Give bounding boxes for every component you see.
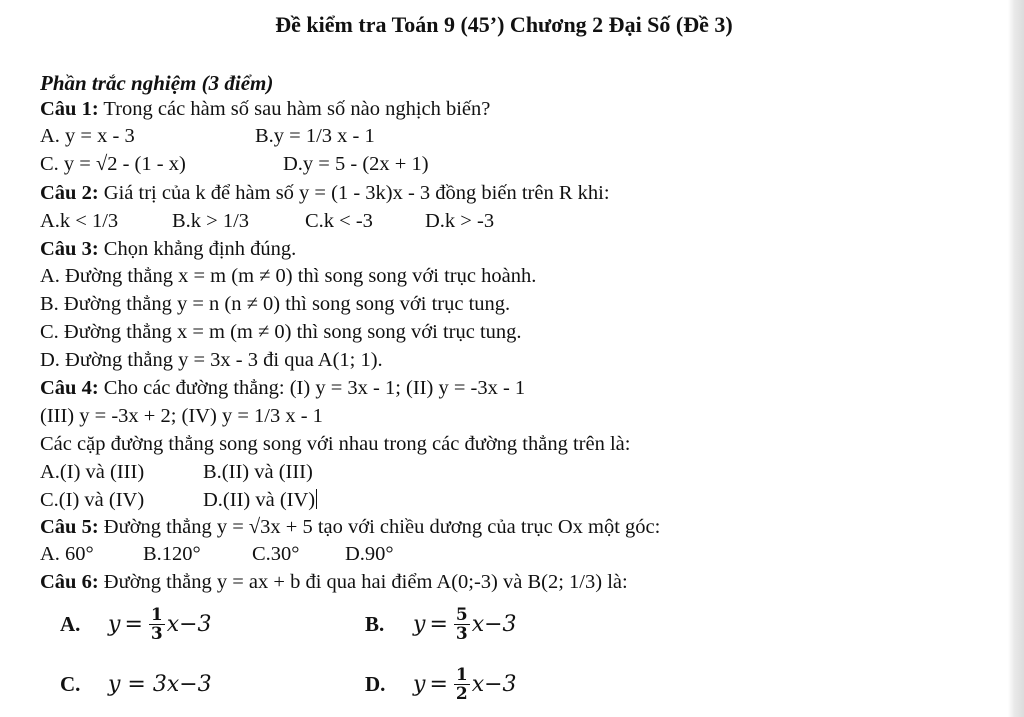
q5-option-a: A. 60° bbox=[40, 543, 94, 565]
q3-option-d: D. Đường thẳng y = 3x - 3 đi qua A(1; 1). bbox=[40, 349, 383, 371]
question-3 bbox=[40, 236, 296, 262]
question-4 bbox=[40, 375, 525, 401]
question-1 bbox=[40, 96, 490, 122]
option-formula bbox=[413, 666, 517, 703]
fraction-denominator: 2 bbox=[455, 684, 468, 704]
question-label: Câu 5: bbox=[40, 516, 99, 538]
q4-option-d bbox=[203, 487, 317, 513]
q5-option-b: B.120° bbox=[143, 543, 201, 565]
q6-option-d bbox=[365, 666, 517, 703]
option-formula bbox=[108, 606, 212, 643]
q4-option-b: B.(II) và (III) bbox=[203, 461, 313, 483]
fraction-numerator: 5 bbox=[455, 605, 468, 625]
question-label: Câu 4: bbox=[40, 377, 99, 399]
fraction-denominator: 3 bbox=[455, 624, 468, 644]
formula-equals: = bbox=[124, 612, 143, 637]
formula-rest: x−3 bbox=[471, 672, 517, 697]
q1-option-c: C. y = √2 - (1 - x) bbox=[40, 153, 186, 175]
q2-option-d: D.k > -3 bbox=[425, 210, 495, 232]
question-text: Chọn khẳng định đúng. bbox=[98, 238, 297, 260]
q5-option-c: C.30° bbox=[252, 543, 300, 565]
option-letter: C. bbox=[60, 672, 81, 696]
formula-rest: x−3 bbox=[166, 612, 212, 637]
fraction bbox=[149, 606, 165, 643]
question-label: Câu 1: bbox=[40, 98, 99, 120]
text-cursor bbox=[316, 489, 317, 509]
question-6 bbox=[40, 569, 628, 595]
fraction bbox=[454, 666, 470, 703]
question-text: Cho các đường thẳng: (I) y = 3x - 1; (II) y = -3x - 1 bbox=[98, 377, 526, 399]
question-5 bbox=[40, 514, 660, 540]
question-text: Trong các hàm số sau hàm số nào nghịch biến? bbox=[98, 98, 491, 120]
q1-option-b: B.y = 1/3 x - 1 bbox=[255, 125, 375, 147]
formula-rest: x−3 bbox=[471, 612, 517, 637]
fraction-numerator: 1 bbox=[150, 605, 163, 625]
q4-option-a: A.(I) và (III) bbox=[40, 461, 145, 483]
q6-option-a bbox=[60, 606, 212, 643]
q2-option-c: C.k < -3 bbox=[305, 210, 373, 232]
formula-lhs: y bbox=[413, 612, 426, 637]
q3-option-a: A. Đường thẳng x = m (m ≠ 0) thì song song với trục hoành. bbox=[40, 265, 537, 287]
q2-option-b: B.k > 1/3 bbox=[172, 210, 250, 232]
q2-option-a: A.k < 1/3 bbox=[40, 210, 119, 232]
question-label: Câu 2: bbox=[40, 182, 99, 204]
q5-option-d: D.90° bbox=[345, 543, 394, 565]
section-heading: Phần trắc nghiệm (3 điểm) bbox=[40, 71, 274, 95]
q3-option-c: C. Đường thẳng x = m (m ≠ 0) thì song song với trục tung. bbox=[40, 321, 522, 343]
formula-equals: = bbox=[429, 612, 448, 637]
page-edge-shadow bbox=[1008, 0, 1024, 717]
formula-lhs: y bbox=[413, 672, 426, 697]
q6-option-b bbox=[365, 606, 517, 643]
option-formula: y = 3x−3 bbox=[108, 672, 212, 697]
question-4-line-3: Các cặp đường thẳng song song với nhau trong các đường thẳng trên là: bbox=[40, 433, 631, 455]
q4-option-d-text: D.(II) và (IV) bbox=[203, 489, 316, 511]
question-label: Câu 3: bbox=[40, 238, 99, 260]
fraction-numerator: 1 bbox=[455, 665, 468, 685]
fraction bbox=[454, 606, 470, 643]
question-4-line-2: (III) y = -3x + 2; (IV) y = 1/3 x - 1 bbox=[40, 405, 323, 427]
question-text: Đường thẳng y = ax + b đi qua hai điểm A(0;-3) và B(2; 1/3) là: bbox=[98, 571, 628, 593]
q4-option-c: C.(I) và (IV) bbox=[40, 489, 145, 511]
question-text: Giá trị của k để hàm số y = (1 - 3k)x - 3 đồng biến trên R khi: bbox=[98, 182, 610, 204]
option-formula bbox=[413, 606, 517, 643]
option-letter: D. bbox=[365, 672, 386, 696]
q1-option-d: D.y = 5 - (2x + 1) bbox=[283, 153, 429, 175]
fraction-denominator: 3 bbox=[150, 624, 163, 644]
q6-option-c bbox=[60, 672, 212, 697]
question-label: Câu 6: bbox=[40, 571, 99, 593]
option-letter: A. bbox=[60, 612, 81, 636]
page-title: Đề kiểm tra Toán 9 (45’) Chương 2 Đại Số (Đề 3) bbox=[275, 12, 733, 37]
formula-lhs: y bbox=[108, 612, 121, 637]
question-text: Đường thẳng y = √3x + 5 tạo với chiều dương của trục Ox một góc: bbox=[98, 516, 661, 538]
question-2 bbox=[40, 180, 610, 206]
q3-option-b: B. Đường thẳng y = n (n ≠ 0) thì song song với trục tung. bbox=[40, 293, 511, 315]
option-letter: B. bbox=[365, 612, 385, 636]
formula-equals: = bbox=[429, 672, 448, 697]
q1-option-a: A. y = x - 3 bbox=[40, 125, 135, 147]
